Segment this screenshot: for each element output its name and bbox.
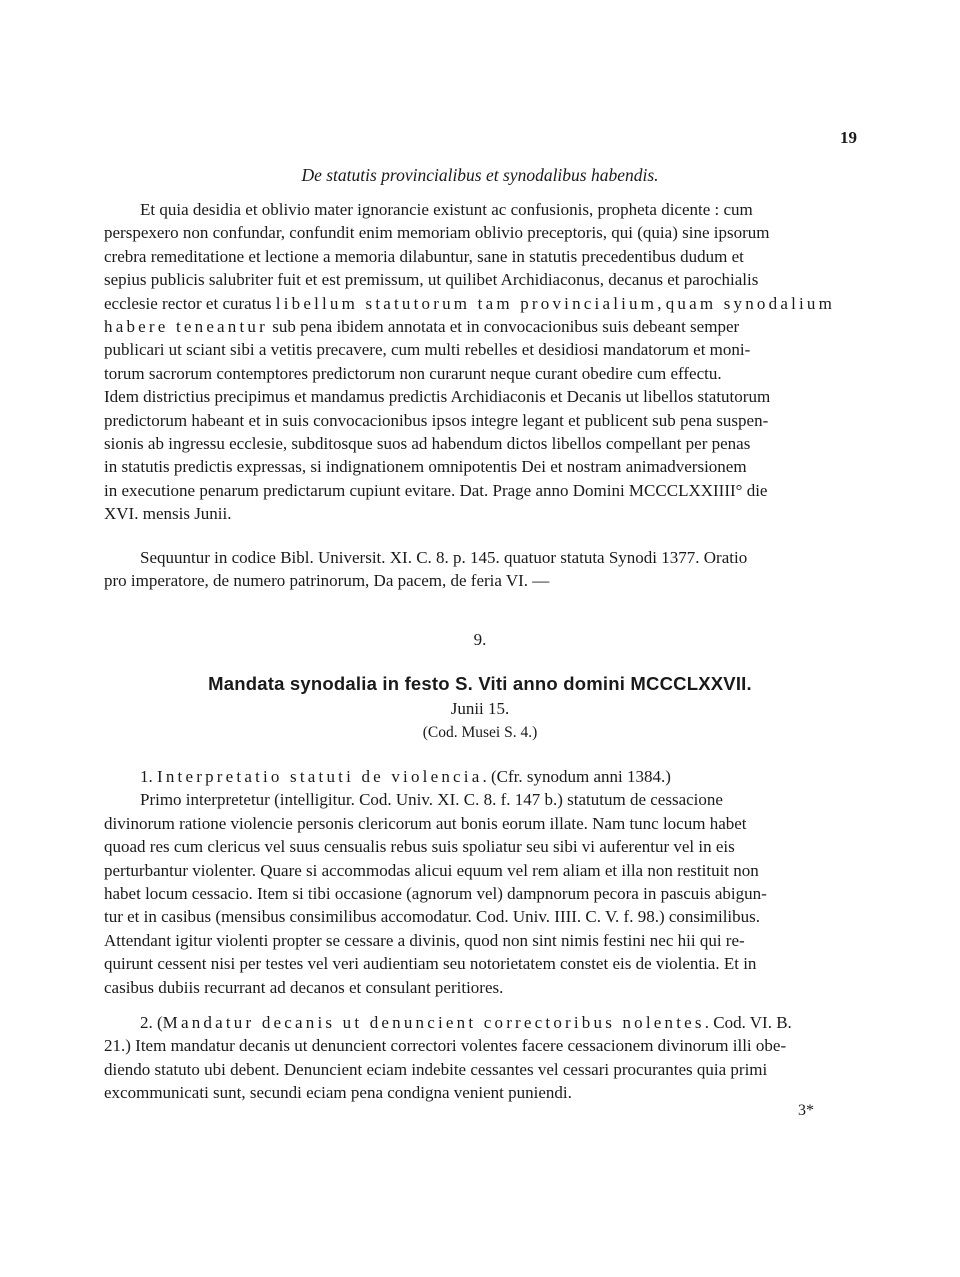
paragraph-statutes (104, 198, 864, 526)
text-line-heading (104, 1011, 864, 1034)
text-line: predictorum habeant et in suis convocacionibus ipsos integre legant et publicent sub pena suspen- (104, 410, 769, 430)
text-line: sionis ab ingressu ecclesie, subditosque suos ad habendum dictos libellos compellant per penas (104, 434, 751, 454)
text-line: in statutis predictis expressas, si indignationem omnipotentis Dei et nostram animadversionem (104, 457, 747, 477)
signature-mark: 3* (798, 1102, 814, 1119)
text-line: perspexero non confundar, confundit enim memoriam oblivio preceptoris, qui (quia) sine ipsorum (104, 223, 770, 243)
item-number: 2. ( (140, 1013, 163, 1032)
text-line: Sequuntur in codice Bibl. Universit. XI. C. 8. p. 145. quatuor statuta Synodi 1377. Oratio (140, 548, 748, 567)
text-line: sepius publicis salubriter fuit et est premissum, ut quilibet Archidiaconus, decanus et parochialis (104, 270, 759, 290)
text-line: habet locum cessacio. Item si tibi occasione (agnorum vel) dampnorum pecora in pascuis abigun- (104, 884, 767, 904)
paragraph-interpretatio (104, 765, 864, 999)
text-line: publicari ut sciant sibi a vetitis precavere, cum multi rebelles et desidiosi mandatorum et moni- (104, 340, 751, 360)
item-number: 1. (140, 767, 157, 786)
text-line: casibus dubiis recurrant ad decanos et consulant peritiores. (104, 977, 504, 997)
text-run: , (657, 293, 666, 313)
text-line: diendo statuto ubi debent. Denuncient eciam indebite cessantes vel cessari procurantes quia primi (104, 1059, 768, 1079)
spaced-text: habere teneantur (104, 317, 268, 337)
spaced-text: Mandatur decanis ut denuncient correctoribus nolentes (162, 1013, 705, 1032)
text-line: quirunt cessent nisi per testes vel veri audientiam seu notorietatem constet eis de violentia. Et in (104, 954, 757, 974)
section-heading: De statutis provincialibus et synodalibus habendis. (301, 165, 659, 185)
text-run: ecclesie rector et curatus (104, 293, 276, 313)
text-line: torum sacrorum contemptores predictorum non curarunt neque curant obedire cum effectu. (104, 363, 722, 383)
text-run: sub pena ibidem annotata et in convocacionibus suis debeant semper (268, 317, 740, 337)
text-line-heading (104, 765, 864, 788)
text-line: excommunicati sunt, secundi eciam pena condigna venient puniendi. (104, 1083, 572, 1103)
text-line: crebra remeditatione et lectione a memoria dilabuntur, sane in statutis precedentibus dudum et (104, 246, 744, 266)
paragraph-sequuntur (104, 546, 864, 593)
text-line: tur et in casibus (mensibus consimilibus accomodatur. Cod. Univ. IIII. C. V. f. 98.) consimilibus. (104, 907, 761, 927)
text-line-spaced (104, 315, 864, 338)
spaced-text: libellum statutorum tam provincialium (275, 293, 658, 313)
text-line: in executione penarum predictarum cupiunt evitare. Dat. Prage anno Domini MCCCLXXIIII° die (104, 480, 768, 500)
text-line: 21.) Item mandatur decanis ut denuncient correctori volentes facere cessacionem divinorum illi obe- (104, 1036, 787, 1056)
text-run: . (Cfr. synodum anni 1384.) (482, 767, 671, 786)
page-number: 19 (840, 128, 857, 147)
text-line: perturbantur violenter. Quare si accommodas alicui equum vel rem aliam et illa non restituit non (104, 860, 759, 880)
text-line: Et quia desidia et oblivio mater ignorancie existunt ac confusionis, propheta dicente : cum (140, 200, 753, 219)
spaced-text: Interpretatio statuti de violencia (157, 767, 483, 786)
document-source: (Cod. Musei S. 4.) (422, 724, 538, 741)
text-line: divinorum ratione violencie personis clericorum aut bonis eorum illate. Nam tunc locum habet (104, 813, 747, 833)
document-title: Mandata synodalia in festo S. Viti anno domini MCCCLXXVII. (208, 673, 752, 694)
text-line-spaced (104, 292, 864, 315)
spaced-text: quam synodalium (665, 293, 836, 313)
text-line: pro imperatore, de numero patrinorum, Da pacem, de feria VI. — (104, 571, 550, 591)
text-line: quoad res cum clericus vel suus censualis rebus suis spoliatur seu sibi vi auferentur vel in eis (104, 837, 735, 857)
document-date: Junii 15. (450, 699, 510, 718)
text-line: Primo interpretetur (intelligitur. Cod. Univ. XI. C. 8. f. 147 b.) statutum de cessacione (140, 790, 723, 810)
text-run: . Cod. VI. B. (704, 1013, 792, 1032)
document-number: 9. (473, 630, 487, 649)
paragraph-mandatur (104, 1011, 864, 1105)
text-line: Idem districtius precipimus et mandamus predictis Archidiaconis et Decanis ut libellos statutorum (104, 387, 771, 407)
text-line: Attendant igitur violenti propter se cessare a divinis, quod non sint nimis festini nec hii qui re- (104, 930, 745, 950)
text-line: XVI. mensis Junii. (104, 504, 232, 524)
